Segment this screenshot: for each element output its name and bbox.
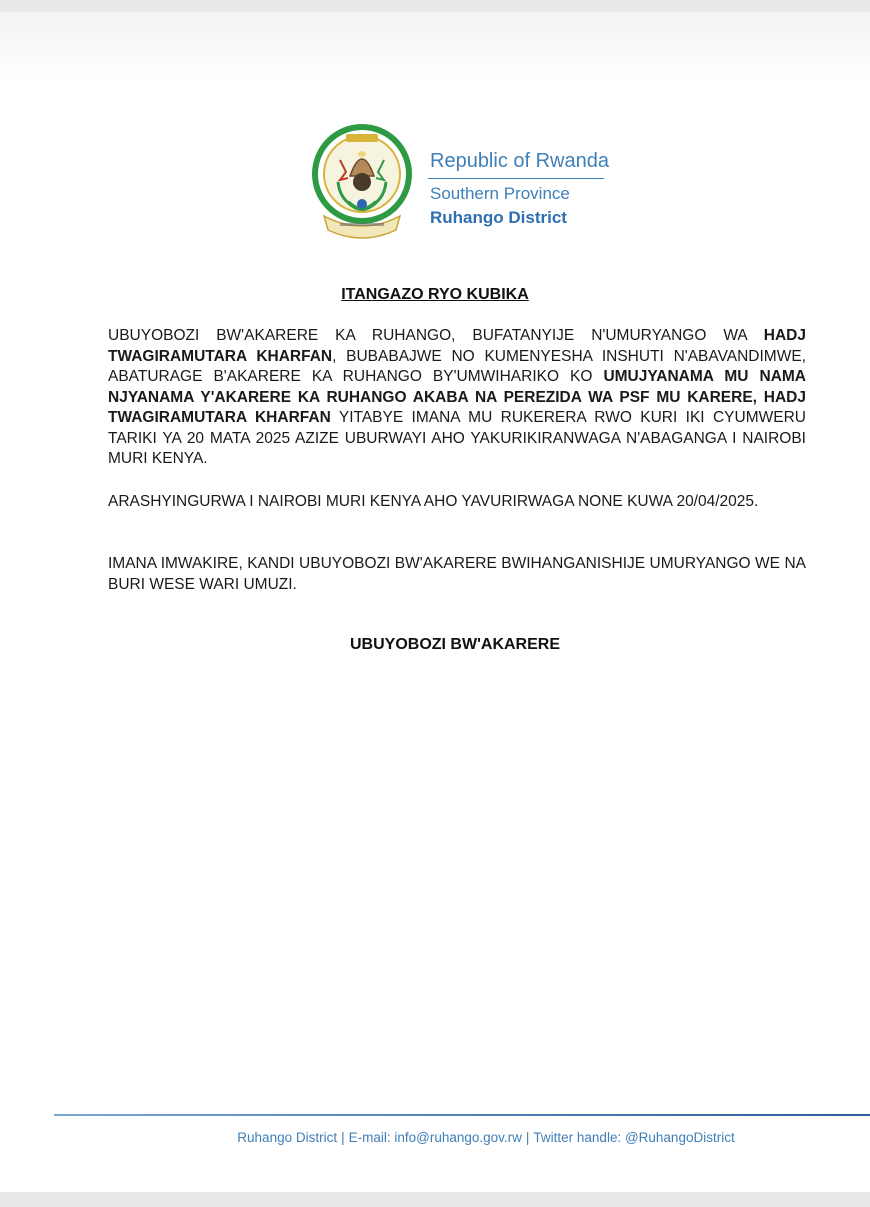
scan-shadow	[0, 12, 870, 82]
country-name: Republic of Rwanda	[430, 150, 609, 172]
letterhead-divider	[428, 178, 604, 179]
notice-paragraph-3: IMANA IMWAKIRE, KANDI UBUYOBOZI BW'AKARERE BWIHANGANISHIJE UMURYANGO WE NA BURI WESE WARI UMUZI.	[108, 555, 806, 593]
district-name: Ruhango District	[430, 208, 567, 227]
p1-text-c: , BUBABAJWE NO KUMENYESHA INSHUTI N'ABAVANDIMWE, ABATURAGE B'AKARERE KA RUHANGO BY'UMWIHARIKO KO	[108, 347, 806, 385]
footer-email: E-mail: info@ruhango.gov.rw	[348, 1130, 522, 1145]
letterhead	[310, 120, 630, 260]
footer	[0, 1130, 870, 1145]
footer-separator: |	[341, 1130, 345, 1145]
province-name: Southern Province	[430, 184, 570, 203]
notice-paragraph-2: ARASHYINGURWA I NAIROBI MURI KENYA AHO YAVURIRWAGA NONE KUWA 20/04/2025.	[108, 493, 759, 510]
deceased-title: UMUJYANAMA MU NAMA NJYANAMA Y'AKARERE KA RUHANGO AKABA NA PEREZIDA WA PSF MU KARERE, HADJ TWAGIRAMUTARA KHARFAN	[108, 368, 806, 426]
signoff: UBUYOBOZI BW'AKARERE	[349, 636, 561, 653]
p1-text-a: UBUYOBOZI BW'AKARERE KA RUHANGO, BUFATANYIJE N'UMURYANGO WA	[108, 327, 764, 344]
notice-title: ITANGAZO RYO KUBIKA	[341, 286, 529, 303]
footer-twitter: Twitter handle: @RuhangoDistrict	[533, 1130, 735, 1145]
document-page	[0, 12, 870, 1192]
footer-divider	[54, 1114, 870, 1116]
deceased-name: HADJ TWAGIRAMUTARA KHARFAN	[108, 327, 806, 365]
coat-of-arms-icon	[310, 120, 414, 244]
footer-separator: |	[525, 1130, 530, 1145]
footer-district: Ruhango District	[237, 1130, 338, 1145]
notice-paragraph-1	[108, 326, 806, 470]
p1-text-e: YITABYE IMANA MU RUKERERA RWO KURI IKI CYUMWERU TARIKI YA 20 MATA 2025 AZIZE UBURWAYI AHO YAKURIKIRANWAGA N'ABAGANGA I NAIROBI MURI KENYA.	[108, 409, 806, 467]
